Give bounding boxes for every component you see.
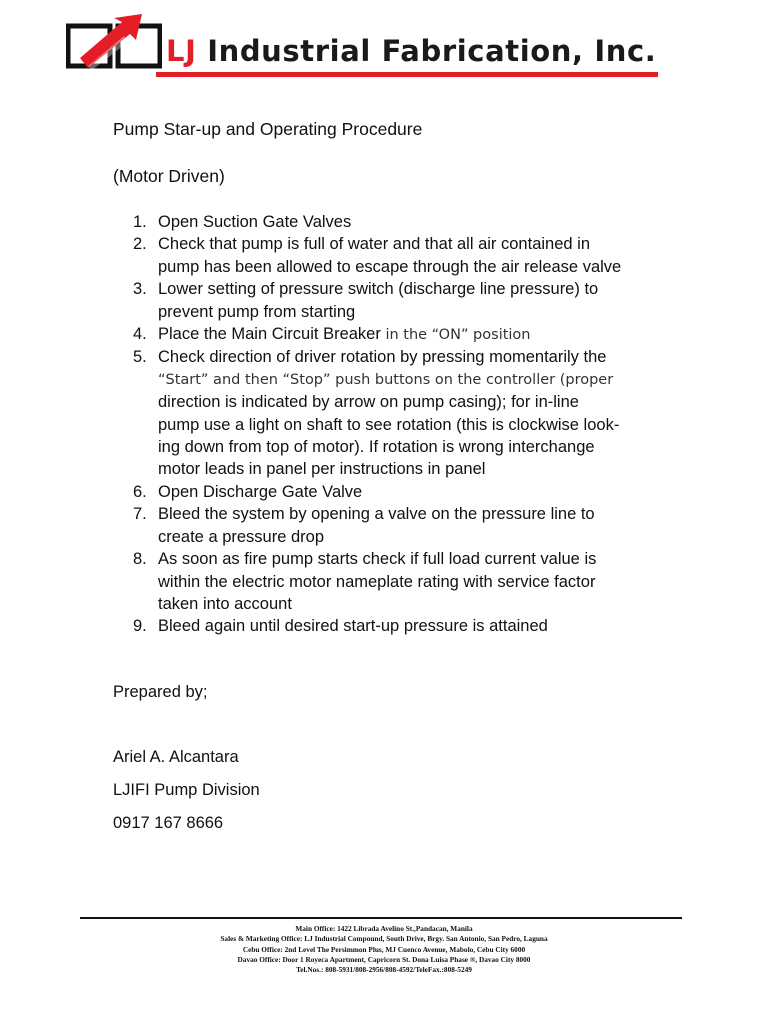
lj-arrow-logo-icon xyxy=(66,14,162,72)
step-item xyxy=(113,481,673,503)
step-text: pump has been allowed to escape through the air release valve xyxy=(158,257,622,276)
step-number: 7. xyxy=(133,505,147,524)
step-text: Open Suction Gate Valves xyxy=(158,213,352,231)
step-text: Check direction of driver rotation by pressing momentarily the xyxy=(158,348,607,367)
prepared-by-label: Prepared by; xyxy=(113,683,208,701)
step-item xyxy=(113,278,673,323)
step-text: create a pressure drop xyxy=(158,527,325,546)
footer-line: Main Office: 1422 Librada Avelino St.,Pandacan, Manila xyxy=(295,924,473,933)
company-name-rest: Industrial Fabrication, Inc. xyxy=(207,34,657,68)
step-item xyxy=(113,323,673,346)
step-text: Open Discharge Gate Valve xyxy=(158,482,363,501)
step-text: Place the Main Circuit Breaker xyxy=(158,325,381,344)
company-name xyxy=(166,34,656,68)
company-prefix: LJ xyxy=(166,34,197,68)
step-text: Lower setting of pressure switch (discharge line pressure) to xyxy=(158,280,599,299)
step-number: 9. xyxy=(133,617,147,636)
step-number: 2. xyxy=(133,235,147,254)
step-number: 4. xyxy=(133,325,147,344)
step-item xyxy=(113,211,673,233)
footer-divider xyxy=(80,917,682,919)
step-text: motor leads in panel per instructions in panel xyxy=(158,460,486,479)
step-item xyxy=(113,548,673,615)
step-text: Bleed again until desired start-up pressure is attained xyxy=(158,617,548,636)
preparer-division: LJIFI Pump Division xyxy=(113,781,260,799)
step-item xyxy=(113,233,673,278)
step-item xyxy=(113,503,673,548)
step-item xyxy=(113,346,673,480)
footer-line: Sales & Marketing Office: LJ Industrial Compound, South Drive, Brgy. San Antonio, San Pedro, Laguna xyxy=(220,934,548,944)
step-number: 3. xyxy=(133,280,147,299)
document-title: Pump Star-up and Operating Procedure xyxy=(113,119,423,139)
footer-line: Cebu Office: 2nd Level The Persimmon Plus, MJ Cuenco Avenue, Mabolo, Cebu City 6000 xyxy=(242,944,526,954)
step-text: Bleed the system by opening a valve on the pressure line to xyxy=(158,505,595,524)
footer-addresses xyxy=(80,924,688,975)
step-text: Check that pump is full of water and that all air contained in xyxy=(158,235,590,254)
header-divider xyxy=(156,72,658,77)
step-text: As soon as fire pump starts check if full load current value is xyxy=(158,550,597,569)
step-number: 1. xyxy=(133,213,147,231)
step-item xyxy=(113,615,673,637)
step-number: 6. xyxy=(133,482,147,501)
step-text: taken into account xyxy=(158,594,292,613)
preparer-phone: 0917 167 8666 xyxy=(113,814,224,832)
step-text-alt: in the “ON” position xyxy=(380,327,531,344)
step-text: direction is indicated by arrow on pump casing); for in-line xyxy=(158,393,579,412)
step-text: within the electric motor nameplate rating with service factor xyxy=(158,572,596,591)
footer-line: Davao Office: Door 1 Royeca Apartment, Capricorn St. Dona Luisa Phase ®, Davao City 8000 xyxy=(237,954,531,964)
procedure-steps xyxy=(113,211,673,638)
preparer-name: Ariel A. Alcantara xyxy=(113,748,239,766)
step-number: 8. xyxy=(133,550,147,569)
footer-line: Tel.Nos.: 808-5931/808-2956/808-4592/TeleFax.:808-5249 xyxy=(296,965,472,975)
step-number: 5. xyxy=(133,348,147,367)
step-text-alt: “Start” and then “Stop” push buttons on the controller (proper xyxy=(158,371,614,388)
step-text: ing down from top of motor). If rotation is wrong interchange xyxy=(158,438,595,457)
step-text: pump use a light on shaft to see rotation (this is clockwise look- xyxy=(158,415,620,434)
step-text: prevent pump from starting xyxy=(158,302,356,321)
document-subtitle: (Motor Driven) xyxy=(113,166,225,186)
